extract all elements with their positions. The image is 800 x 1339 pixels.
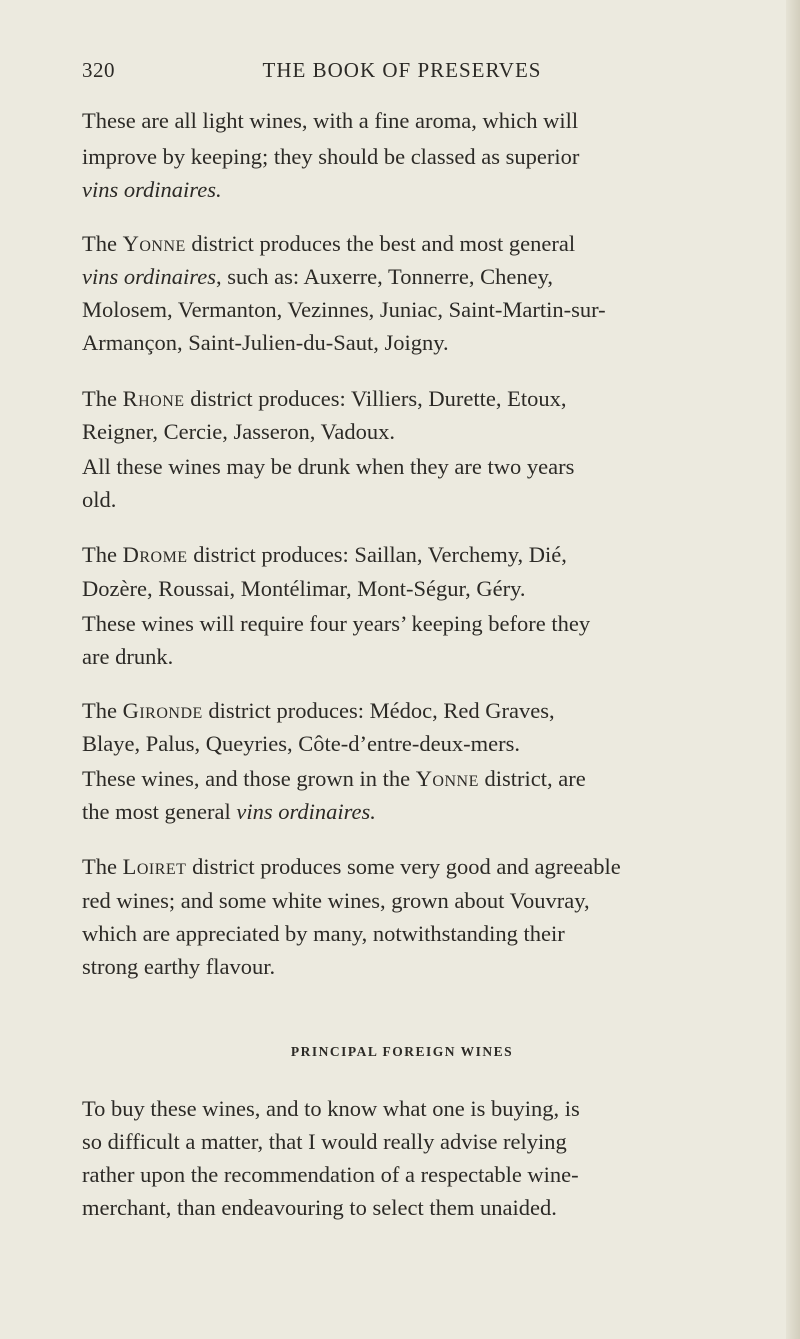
text-line xyxy=(82,764,586,794)
page-edge xyxy=(786,0,800,1339)
text: The xyxy=(82,231,123,256)
text: district, are xyxy=(478,766,586,791)
text: district produces: Médoc, Red Graves, xyxy=(202,698,555,723)
text: the most general xyxy=(82,799,237,824)
text-line xyxy=(82,852,621,882)
text-line xyxy=(82,262,553,292)
district-name: Drome xyxy=(122,542,188,567)
section-heading: PRINCIPAL FOREIGN WINES xyxy=(290,1044,514,1059)
page-header xyxy=(82,52,722,92)
text-line xyxy=(82,696,555,726)
text-line: All these wines may be drunk when they are two years xyxy=(82,454,575,479)
text-line xyxy=(82,229,575,259)
text-line: Reigner, Cercie, Jasseron, Vadoux. xyxy=(82,419,395,444)
text-line: These wines will require four years’ keeping before they xyxy=(82,611,591,636)
text-line: improve by keeping; they should be classed as superior xyxy=(82,144,580,169)
text-line: To buy these wines, and to know what one is buying, is xyxy=(82,1096,580,1121)
text-line: rather upon the recommendation of a respectable wine- xyxy=(82,1162,579,1187)
text-line xyxy=(82,540,567,570)
text: , such as: Auxerre, Tonnerre, Cheney, xyxy=(215,264,554,289)
text-line xyxy=(82,797,376,827)
text-line xyxy=(82,384,566,414)
text: district produces: Saillan, Verchemy, Dié, xyxy=(187,542,567,567)
text-line: which are appreciated by many, notwithstanding their xyxy=(82,921,565,946)
text: The xyxy=(82,698,123,723)
text: These wines, and those grown in the xyxy=(82,766,416,791)
text: The xyxy=(82,542,123,567)
text-line: red wines; and some white wines, grown about Vouvray, xyxy=(82,888,590,913)
text-line: Blaye, Palus, Queyries, Côte-d’entre-deux-mers. xyxy=(82,731,520,756)
text-line: These are all light wines, with a fine aroma, which will xyxy=(82,108,579,133)
text-line: Dozère, Roussai, Montélimar, Mont-Ségur, Géry. xyxy=(82,576,526,601)
running-head: THE BOOK OF PRESERVES xyxy=(262,58,542,82)
text: district produces: Villiers, Durette, Etoux, xyxy=(184,386,567,411)
text-line: are drunk. xyxy=(82,644,174,669)
text-line: Armançon, Saint-Julien-du-Saut, Joigny. xyxy=(82,330,449,355)
district-name: Rhone xyxy=(122,386,185,411)
text-line: vins ordinaires. xyxy=(82,177,222,202)
district-name: Loiret xyxy=(122,854,187,879)
text: district produces some very good and agreeable xyxy=(186,854,621,879)
italic-text: vins ordinaires. xyxy=(236,799,376,824)
text: The xyxy=(82,854,123,879)
text-line: strong earthy flavour. xyxy=(82,954,276,979)
district-name: Gironde xyxy=(122,698,203,723)
district-name: Yonne xyxy=(122,231,186,256)
italic-text: vins ordinaires xyxy=(82,264,216,289)
text-line: old. xyxy=(82,487,117,512)
text: district produces the best and most general xyxy=(185,231,576,256)
text-line: Molosem, Vermanton, Vezinnes, Juniac, Saint-Martin-sur- xyxy=(82,297,606,322)
text-line: merchant, than endeavouring to select them unaided. xyxy=(82,1195,557,1220)
district-name: Yonne xyxy=(415,766,479,791)
text: The xyxy=(82,386,123,411)
page-number: 320 xyxy=(82,58,115,82)
text-line: so difficult a matter, that I would really advise relying xyxy=(82,1129,567,1154)
